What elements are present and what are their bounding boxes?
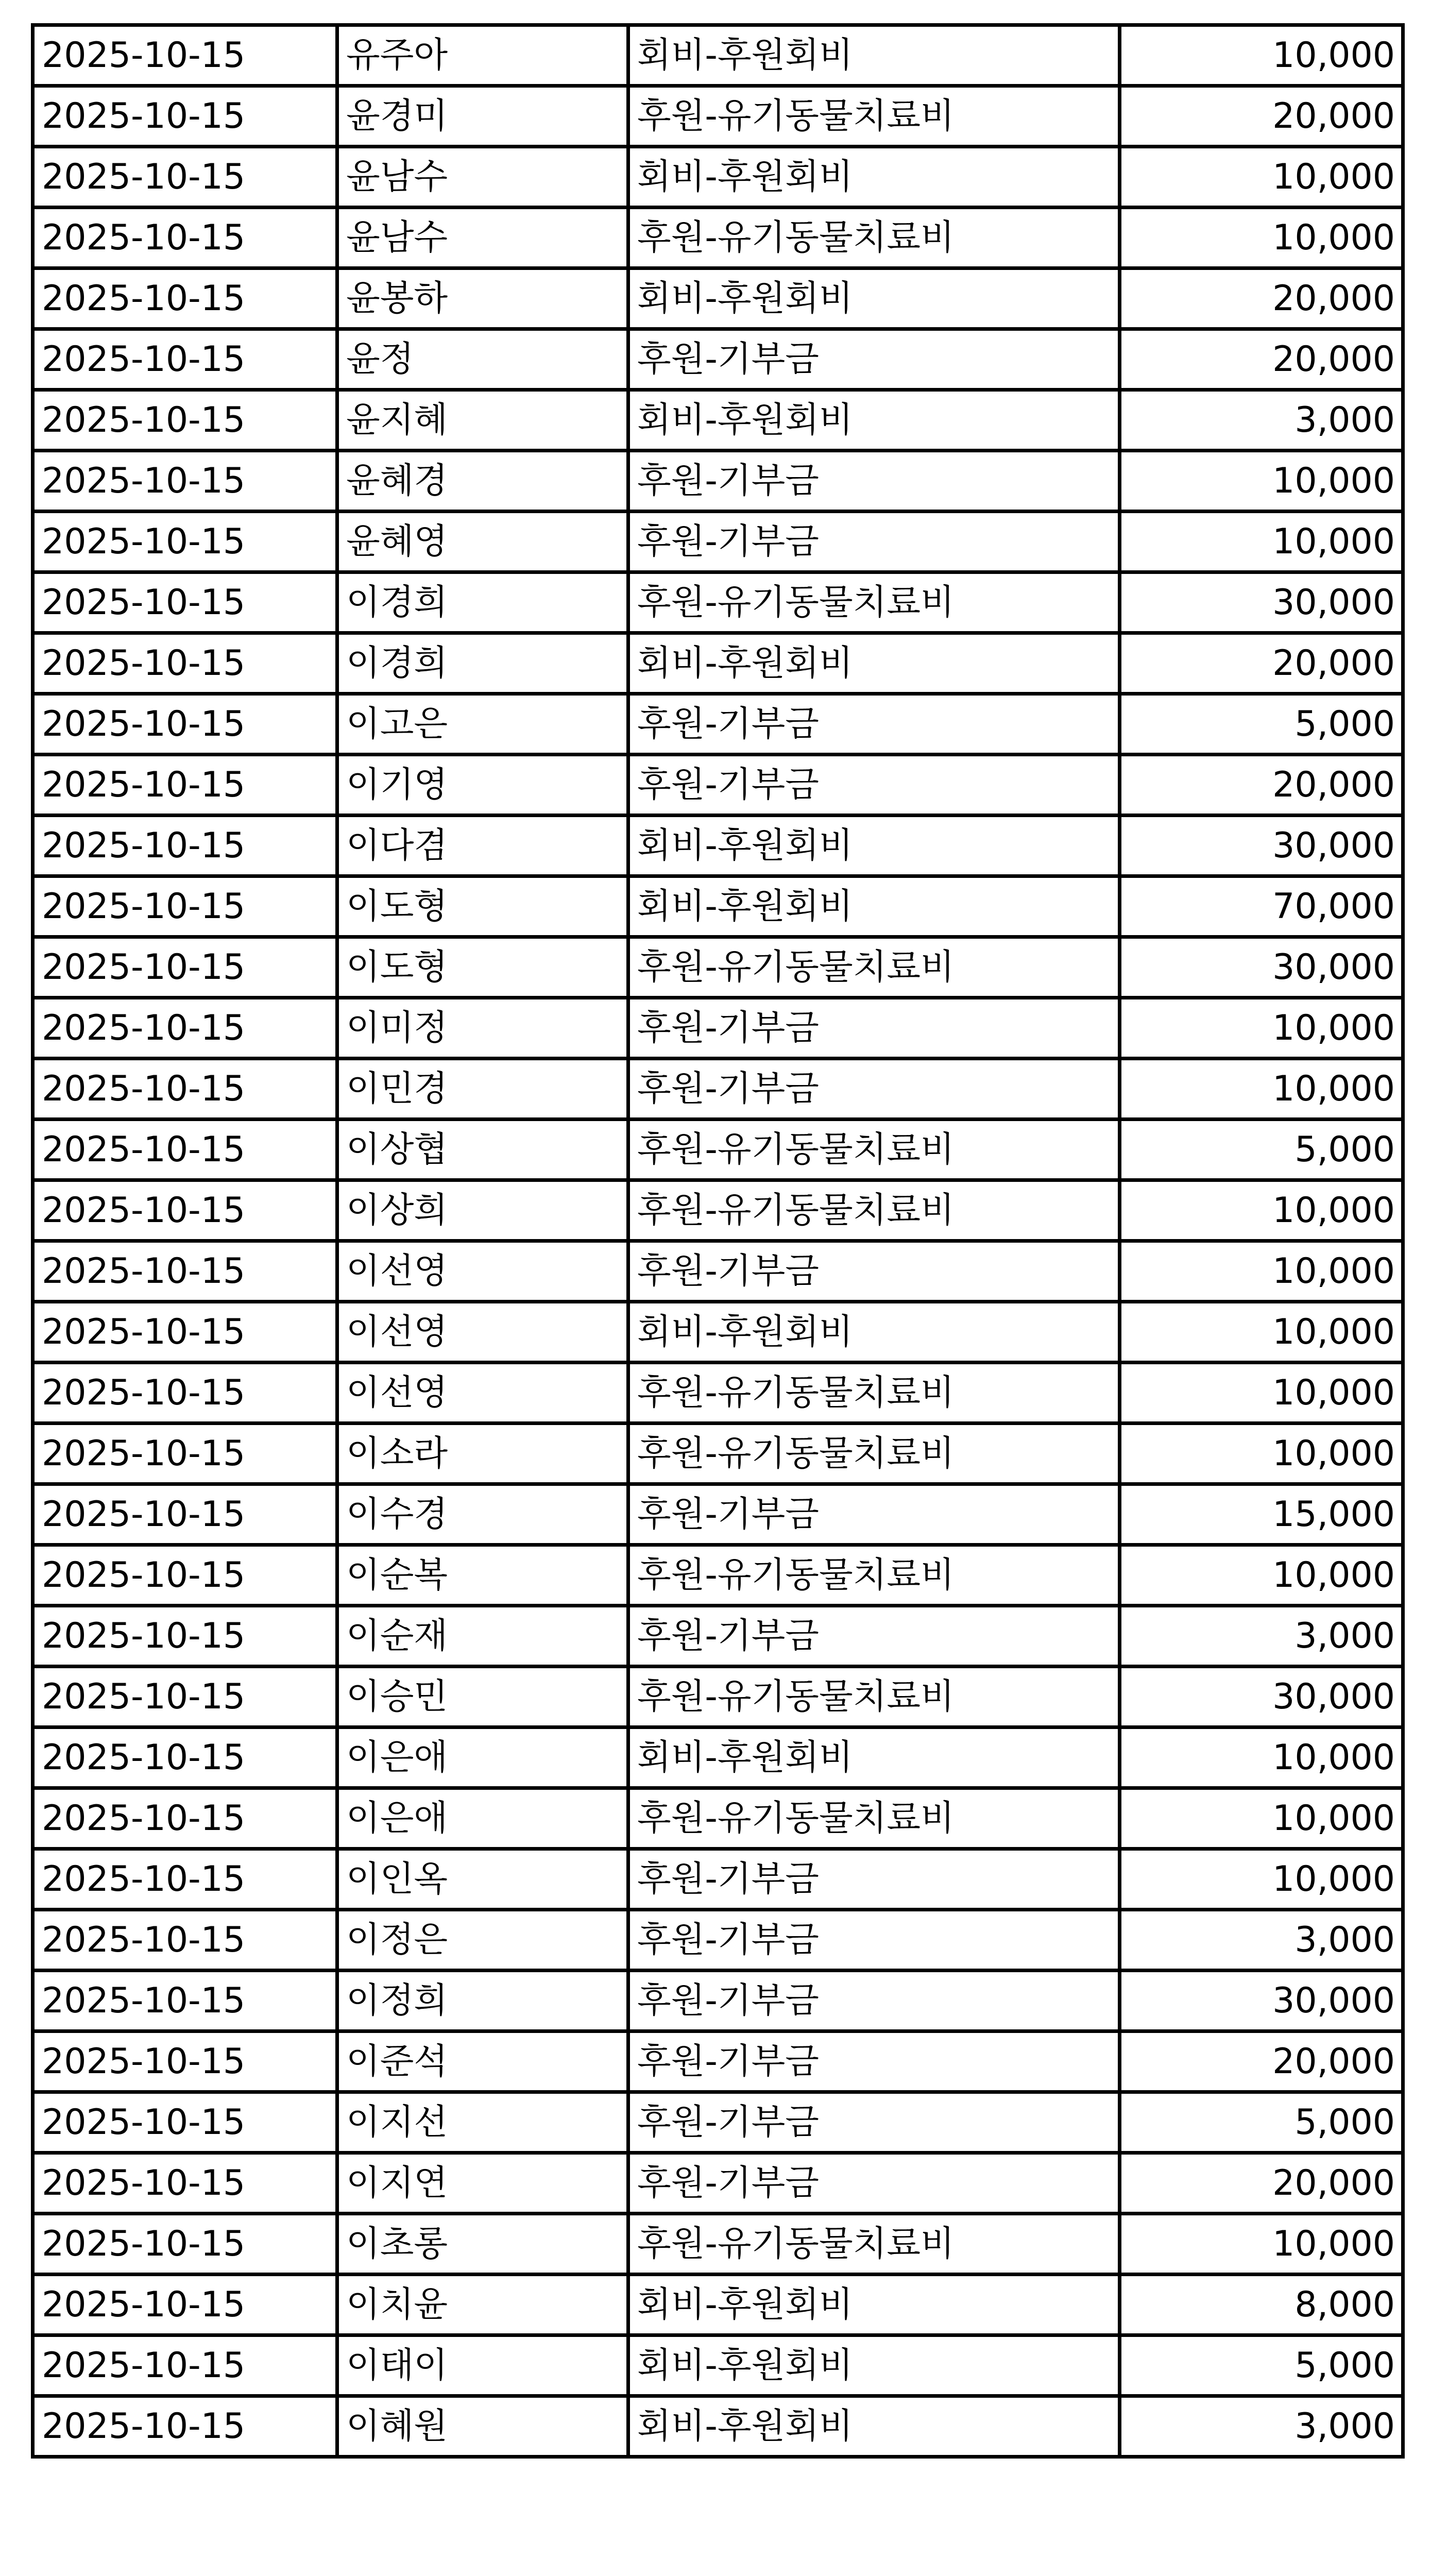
date-cell: 2025-10-15 <box>33 390 337 451</box>
amount-cell: 10,000 <box>1120 1363 1403 1423</box>
table-row <box>33 2031 1403 2092</box>
category-cell: 후원-유기동물치료비 <box>628 937 1120 998</box>
donor-name-cell: 이순재 <box>337 1606 628 1667</box>
category-cell: 후원-기부금 <box>628 694 1120 755</box>
amount-cell: 8,000 <box>1120 2275 1403 2335</box>
category-cell: 회비-후원회비 <box>628 25 1120 86</box>
date-cell: 2025-10-15 <box>33 2335 337 2396</box>
category-cell: 회비-후원회비 <box>628 2275 1120 2335</box>
category-cell: 회비-후원회비 <box>628 876 1120 937</box>
donor-name-cell: 윤봉하 <box>337 268 628 329</box>
category-cell: 후원-기부금 <box>628 1059 1120 1120</box>
date-cell: 2025-10-15 <box>33 2153 337 2214</box>
amount-cell: 5,000 <box>1120 694 1403 755</box>
category-cell: 회비-후원회비 <box>628 2335 1120 2396</box>
date-cell: 2025-10-15 <box>33 1910 337 1971</box>
table-row <box>33 329 1403 390</box>
category-cell: 후원-기부금 <box>628 1971 1120 2031</box>
category-cell: 후원-유기동물치료비 <box>628 1423 1120 1484</box>
table-row <box>33 998 1403 1059</box>
donor-name-cell: 이은애 <box>337 1727 628 1788</box>
donor-name-cell: 이초롱 <box>337 2214 628 2275</box>
donor-name-cell: 유주아 <box>337 25 628 86</box>
donor-name-cell: 이순복 <box>337 1545 628 1606</box>
date-cell: 2025-10-15 <box>33 816 337 876</box>
table-row <box>33 1059 1403 1120</box>
category-cell: 후원-기부금 <box>628 1606 1120 1667</box>
table-row <box>33 816 1403 876</box>
table-row <box>33 1545 1403 1606</box>
category-cell: 후원-유기동물치료비 <box>628 1667 1120 1727</box>
amount-cell: 30,000 <box>1120 1667 1403 1727</box>
amount-cell: 10,000 <box>1120 1849 1403 1910</box>
table-row <box>33 1606 1403 1667</box>
amount-cell: 20,000 <box>1120 2031 1403 2092</box>
date-cell: 2025-10-15 <box>33 2031 337 2092</box>
amount-cell: 10,000 <box>1120 512 1403 572</box>
donor-name-cell: 윤혜경 <box>337 451 628 512</box>
amount-cell: 3,000 <box>1120 2396 1403 2457</box>
donor-name-cell: 이수경 <box>337 1484 628 1545</box>
category-cell: 후원-기부금 <box>628 1484 1120 1545</box>
table-row <box>33 876 1403 937</box>
date-cell: 2025-10-15 <box>33 329 337 390</box>
amount-cell: 70,000 <box>1120 876 1403 937</box>
donor-name-cell: 이태이 <box>337 2335 628 2396</box>
amount-cell: 20,000 <box>1120 268 1403 329</box>
donation-ledger-table <box>31 23 1405 2459</box>
amount-cell: 10,000 <box>1120 208 1403 268</box>
donor-name-cell: 윤남수 <box>337 208 628 268</box>
donor-name-cell: 이선영 <box>337 1302 628 1363</box>
table-row <box>33 2396 1403 2457</box>
donor-name-cell: 이지연 <box>337 2153 628 2214</box>
donor-name-cell: 윤남수 <box>337 147 628 208</box>
donor-name-cell: 윤지혜 <box>337 390 628 451</box>
amount-cell: 10,000 <box>1120 1241 1403 1302</box>
category-cell: 회비-후원회비 <box>628 2396 1120 2457</box>
amount-cell: 3,000 <box>1120 1910 1403 1971</box>
table-row <box>33 1120 1403 1180</box>
category-cell: 회비-후원회비 <box>628 816 1120 876</box>
amount-cell: 10,000 <box>1120 2214 1403 2275</box>
date-cell: 2025-10-15 <box>33 25 337 86</box>
date-cell: 2025-10-15 <box>33 451 337 512</box>
date-cell: 2025-10-15 <box>33 1849 337 1910</box>
table-row <box>33 1241 1403 1302</box>
donor-name-cell: 이고은 <box>337 694 628 755</box>
date-cell: 2025-10-15 <box>33 208 337 268</box>
table-row <box>33 2153 1403 2214</box>
category-cell: 회비-후원회비 <box>628 390 1120 451</box>
table-row <box>33 1423 1403 1484</box>
amount-cell: 30,000 <box>1120 937 1403 998</box>
table-row <box>33 1667 1403 1727</box>
category-cell: 회비-후원회비 <box>628 1727 1120 1788</box>
donor-name-cell: 이도형 <box>337 876 628 937</box>
amount-cell: 10,000 <box>1120 1727 1403 1788</box>
donor-name-cell: 이상희 <box>337 1180 628 1241</box>
category-cell: 후원-기부금 <box>628 2031 1120 2092</box>
category-cell: 회비-후원회비 <box>628 147 1120 208</box>
amount-cell: 30,000 <box>1120 1971 1403 2031</box>
donor-name-cell: 이상협 <box>337 1120 628 1180</box>
category-cell: 후원-유기동물치료비 <box>628 1120 1120 1180</box>
table-row <box>33 1849 1403 1910</box>
date-cell: 2025-10-15 <box>33 1059 337 1120</box>
amount-cell: 30,000 <box>1120 816 1403 876</box>
donor-name-cell: 이지선 <box>337 2092 628 2153</box>
amount-cell: 20,000 <box>1120 86 1403 147</box>
date-cell: 2025-10-15 <box>33 633 337 694</box>
date-cell: 2025-10-15 <box>33 1120 337 1180</box>
category-cell: 후원-유기동물치료비 <box>628 2214 1120 2275</box>
date-cell: 2025-10-15 <box>33 2275 337 2335</box>
table-row <box>33 1302 1403 1363</box>
amount-cell: 10,000 <box>1120 147 1403 208</box>
table-row <box>33 208 1403 268</box>
donor-name-cell: 이혜원 <box>337 2396 628 2457</box>
date-cell: 2025-10-15 <box>33 2396 337 2457</box>
donor-name-cell: 이인옥 <box>337 1849 628 1910</box>
category-cell: 후원-기부금 <box>628 451 1120 512</box>
donor-name-cell: 이치윤 <box>337 2275 628 2335</box>
date-cell: 2025-10-15 <box>33 268 337 329</box>
category-cell: 후원-기부금 <box>628 2153 1120 2214</box>
date-cell: 2025-10-15 <box>33 1667 337 1727</box>
donor-name-cell: 이정희 <box>337 1971 628 2031</box>
amount-cell: 10,000 <box>1120 1423 1403 1484</box>
table-row <box>33 512 1403 572</box>
donor-name-cell: 이승민 <box>337 1667 628 1727</box>
date-cell: 2025-10-15 <box>33 1484 337 1545</box>
table-row <box>33 86 1403 147</box>
amount-cell: 5,000 <box>1120 1120 1403 1180</box>
amount-cell: 3,000 <box>1120 390 1403 451</box>
table-row <box>33 2092 1403 2153</box>
category-cell: 후원-기부금 <box>628 1849 1120 1910</box>
table-row <box>33 1910 1403 1971</box>
ledger-body <box>33 25 1403 2457</box>
date-cell: 2025-10-15 <box>33 1241 337 1302</box>
amount-cell: 30,000 <box>1120 572 1403 633</box>
date-cell: 2025-10-15 <box>33 1545 337 1606</box>
date-cell: 2025-10-15 <box>33 1180 337 1241</box>
table-row <box>33 147 1403 208</box>
table-row <box>33 268 1403 329</box>
date-cell: 2025-10-15 <box>33 937 337 998</box>
date-cell: 2025-10-15 <box>33 1788 337 1849</box>
donor-name-cell: 이경희 <box>337 572 628 633</box>
donor-name-cell: 이경희 <box>337 633 628 694</box>
donor-name-cell: 이다겸 <box>337 816 628 876</box>
category-cell: 회비-후원회비 <box>628 268 1120 329</box>
amount-cell: 20,000 <box>1120 633 1403 694</box>
donor-name-cell: 이은애 <box>337 1788 628 1849</box>
amount-cell: 10,000 <box>1120 1302 1403 1363</box>
donor-name-cell: 이소라 <box>337 1423 628 1484</box>
table-row <box>33 1971 1403 2031</box>
date-cell: 2025-10-15 <box>33 2214 337 2275</box>
table-row <box>33 572 1403 633</box>
date-cell: 2025-10-15 <box>33 2092 337 2153</box>
date-cell: 2025-10-15 <box>33 1606 337 1667</box>
donor-name-cell: 이선영 <box>337 1241 628 1302</box>
table-row <box>33 1363 1403 1423</box>
category-cell: 회비-후원회비 <box>628 633 1120 694</box>
donor-name-cell: 이정은 <box>337 1910 628 1971</box>
date-cell: 2025-10-15 <box>33 876 337 937</box>
date-cell: 2025-10-15 <box>33 694 337 755</box>
category-cell: 후원-유기동물치료비 <box>628 572 1120 633</box>
date-cell: 2025-10-15 <box>33 147 337 208</box>
table-row <box>33 1727 1403 1788</box>
date-cell: 2025-10-15 <box>33 512 337 572</box>
donor-name-cell: 이준석 <box>337 2031 628 2092</box>
category-cell: 후원-유기동물치료비 <box>628 1363 1120 1423</box>
date-cell: 2025-10-15 <box>33 86 337 147</box>
amount-cell: 10,000 <box>1120 451 1403 512</box>
category-cell: 후원-유기동물치료비 <box>628 86 1120 147</box>
date-cell: 2025-10-15 <box>33 572 337 633</box>
table-row <box>33 2335 1403 2396</box>
table-row <box>33 937 1403 998</box>
table-row <box>33 2275 1403 2335</box>
donor-name-cell: 윤경미 <box>337 86 628 147</box>
category-cell: 후원-기부금 <box>628 2092 1120 2153</box>
donor-name-cell: 이민경 <box>337 1059 628 1120</box>
table-row <box>33 2214 1403 2275</box>
amount-cell: 10,000 <box>1120 998 1403 1059</box>
table-row <box>33 694 1403 755</box>
amount-cell: 20,000 <box>1120 329 1403 390</box>
table-row <box>33 1788 1403 1849</box>
table-row <box>33 755 1403 816</box>
amount-cell: 20,000 <box>1120 2153 1403 2214</box>
table-row <box>33 1180 1403 1241</box>
amount-cell: 5,000 <box>1120 2335 1403 2396</box>
category-cell: 회비-후원회비 <box>628 1302 1120 1363</box>
donor-name-cell: 이기영 <box>337 755 628 816</box>
table-row <box>33 1484 1403 1545</box>
category-cell: 후원-유기동물치료비 <box>628 1788 1120 1849</box>
category-cell: 후원-기부금 <box>628 329 1120 390</box>
date-cell: 2025-10-15 <box>33 755 337 816</box>
amount-cell: 5,000 <box>1120 2092 1403 2153</box>
category-cell: 후원-기부금 <box>628 1241 1120 1302</box>
amount-cell: 20,000 <box>1120 755 1403 816</box>
amount-cell: 10,000 <box>1120 25 1403 86</box>
table-row <box>33 25 1403 86</box>
table-row <box>33 390 1403 451</box>
category-cell: 후원-유기동물치료비 <box>628 208 1120 268</box>
donor-name-cell: 윤혜영 <box>337 512 628 572</box>
category-cell: 후원-기부금 <box>628 512 1120 572</box>
date-cell: 2025-10-15 <box>33 1727 337 1788</box>
category-cell: 후원-유기동물치료비 <box>628 1545 1120 1606</box>
amount-cell: 3,000 <box>1120 1606 1403 1667</box>
donor-name-cell: 이도형 <box>337 937 628 998</box>
amount-cell: 15,000 <box>1120 1484 1403 1545</box>
amount-cell: 10,000 <box>1120 1545 1403 1606</box>
category-cell: 후원-기부금 <box>628 998 1120 1059</box>
table-row <box>33 451 1403 512</box>
donor-name-cell: 이미정 <box>337 998 628 1059</box>
category-cell: 후원-유기동물치료비 <box>628 1180 1120 1241</box>
category-cell: 후원-기부금 <box>628 1910 1120 1971</box>
date-cell: 2025-10-15 <box>33 1971 337 2031</box>
amount-cell: 10,000 <box>1120 1059 1403 1120</box>
date-cell: 2025-10-15 <box>33 1302 337 1363</box>
date-cell: 2025-10-15 <box>33 998 337 1059</box>
category-cell: 후원-기부금 <box>628 755 1120 816</box>
donor-name-cell: 이선영 <box>337 1363 628 1423</box>
date-cell: 2025-10-15 <box>33 1423 337 1484</box>
amount-cell: 10,000 <box>1120 1180 1403 1241</box>
table-row <box>33 633 1403 694</box>
donor-name-cell: 윤정 <box>337 329 628 390</box>
date-cell: 2025-10-15 <box>33 1363 337 1423</box>
amount-cell: 10,000 <box>1120 1788 1403 1849</box>
